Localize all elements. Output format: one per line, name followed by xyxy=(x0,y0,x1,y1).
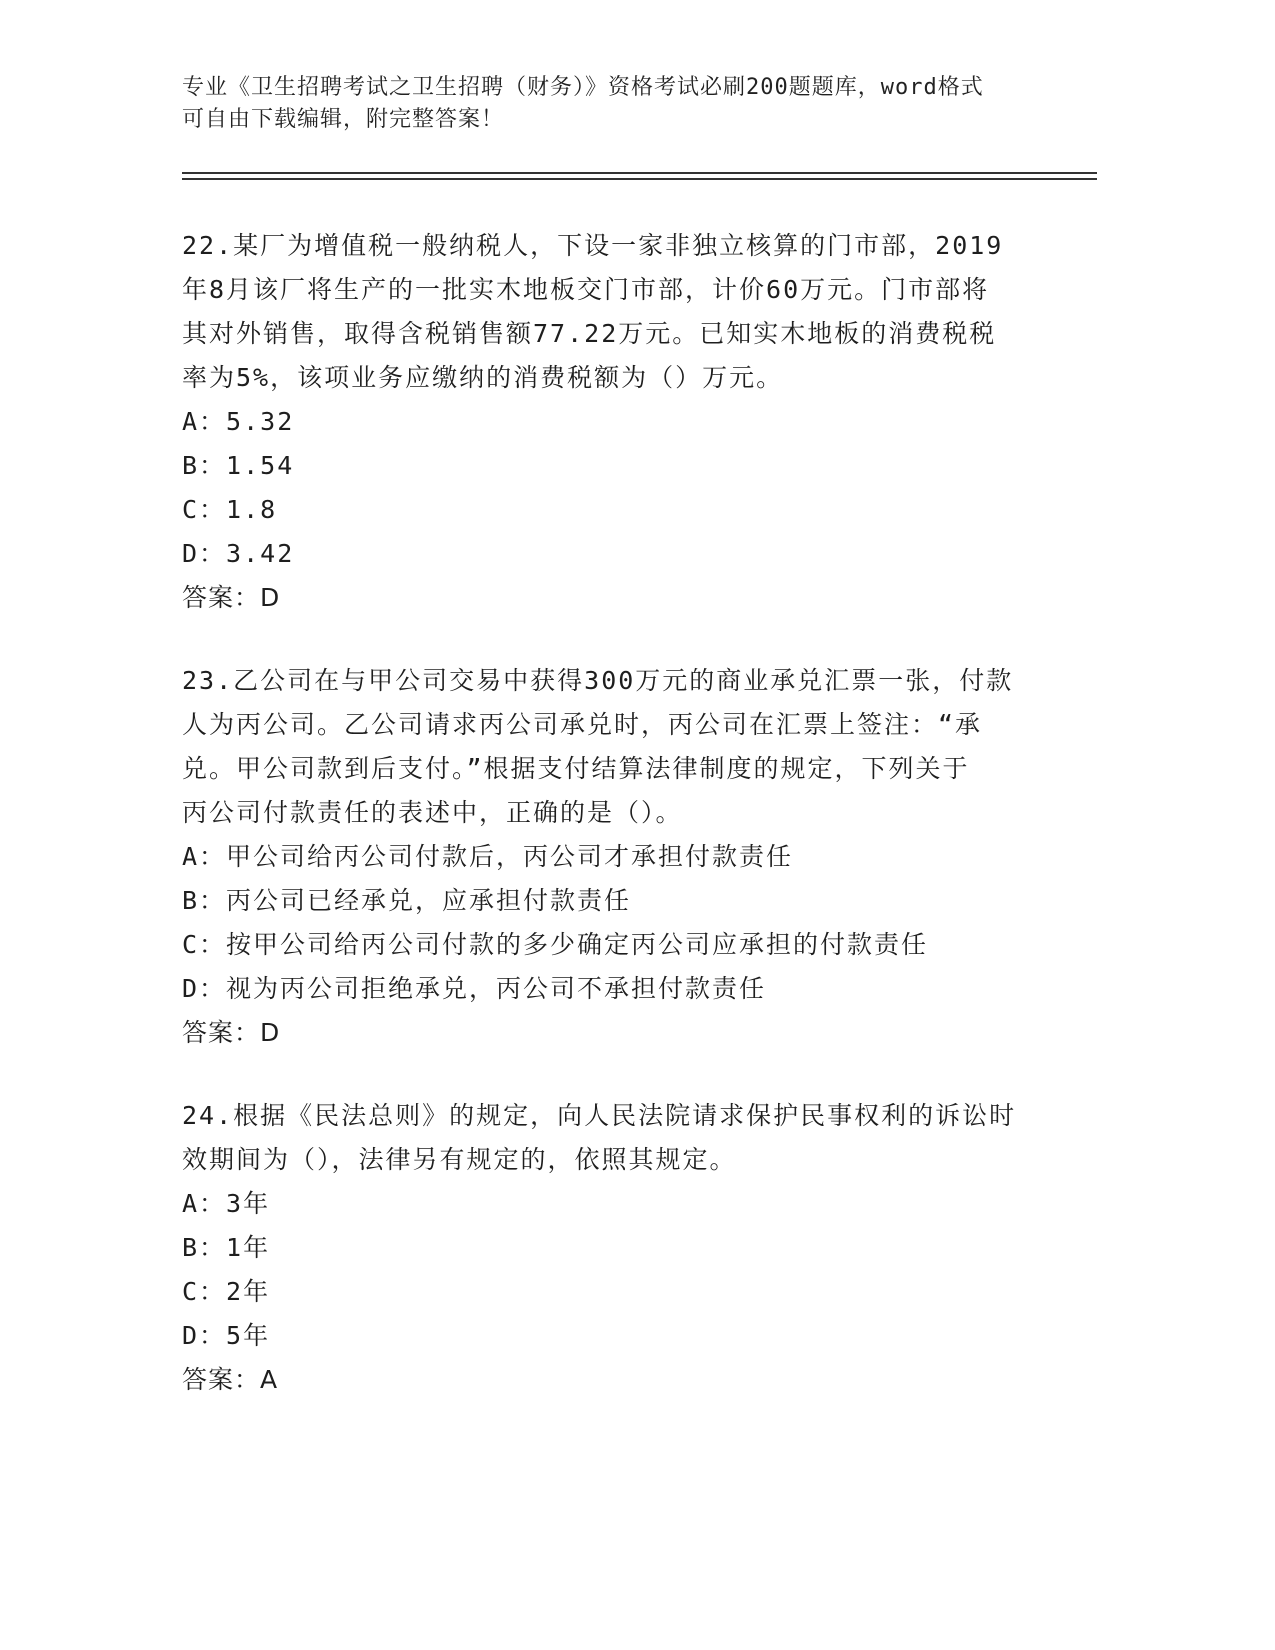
question-stem-line: 其对外销售，取得含税销售额77.22万元。已知实木地板的消费税税 xyxy=(182,319,997,348)
option-a: A：3年 xyxy=(182,1189,271,1218)
option-c: C：按甲公司给丙公司付款的多少确定丙公司应承担的付款责任 xyxy=(182,930,929,959)
option-b: B：1年 xyxy=(182,1233,271,1262)
question-stem-line: 效期间为（），法律另有规定的，依照其规定。 xyxy=(182,1145,737,1174)
question-24 xyxy=(182,1094,1032,1402)
option-c: C：2年 xyxy=(182,1277,271,1306)
question-stem-line: 23.乙公司在与甲公司交易中获得300万元的商业承兑汇票一张，付款 xyxy=(182,666,1014,695)
option-d: D：3.42 xyxy=(182,539,295,568)
question-stem-line: 丙公司付款责任的表述中，正确的是（）。 xyxy=(182,798,683,827)
answer-line: 答案：D xyxy=(182,583,281,612)
question-stem-line: 年8月该厂将生产的一批实木地板交门市部，计价60万元。门市部将 xyxy=(182,275,990,304)
option-d: D：5年 xyxy=(182,1321,271,1350)
document-header xyxy=(182,72,1042,136)
option-a: A：5.32 xyxy=(182,407,295,436)
question-stem-line: 22.某厂为增值税一般纳税人，下设一家非独立核算的门市部，2019 xyxy=(182,231,1004,260)
option-d: D：视为丙公司拒绝承兑，丙公司不承担付款责任 xyxy=(182,974,767,1003)
header-divider-bottom xyxy=(182,178,1097,180)
question-23 xyxy=(182,659,1032,1055)
question-22 xyxy=(182,224,1032,620)
option-b: B：丙公司已经承兑，应承担付款责任 xyxy=(182,886,632,915)
header-title-line-2: 可自由下载编辑，附完整答案！ xyxy=(182,107,505,132)
option-c: C：1.8 xyxy=(182,495,278,524)
option-b: B：1.54 xyxy=(182,451,295,480)
answer-line: 答案：D xyxy=(182,1018,281,1047)
question-stem-line: 人为丙公司。乙公司请求丙公司承兑时，丙公司在汇票上签注：“承 xyxy=(182,710,983,739)
header-divider-top xyxy=(182,172,1097,174)
answer-line: 答案：A xyxy=(182,1365,279,1394)
header-title-line-1: 专业《卫生招聘考试之卫生招聘（财务）》资格考试必刷200题题库，word格式 xyxy=(182,75,984,100)
question-stem-line: 率为5%，该项业务应缴纳的消费税额为（）万元。 xyxy=(182,363,784,392)
question-stem-line: 兑。甲公司款到后支付。”根据支付结算法律制度的规定，下列关于 xyxy=(182,754,970,783)
question-stem-line: 24.根据《民法总则》的规定，向人民法院请求保护民事权利的诉讼时 xyxy=(182,1101,1017,1130)
option-a: A：甲公司给丙公司付款后，丙公司才承担付款责任 xyxy=(182,842,794,871)
